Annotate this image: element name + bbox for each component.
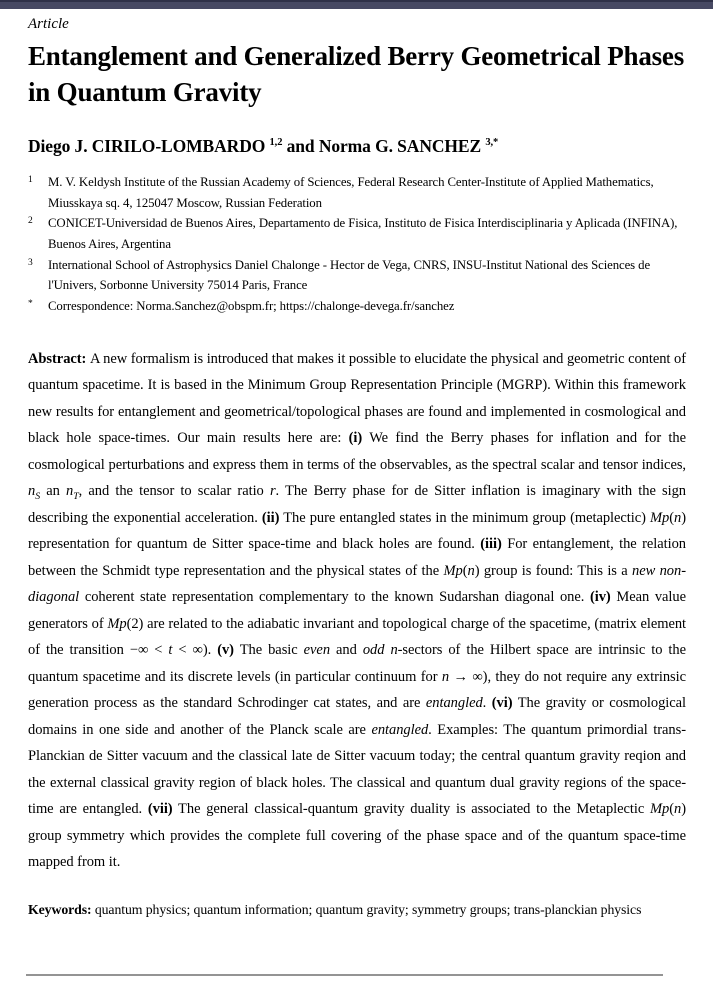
- affiliation-item-2: [28, 213, 686, 254]
- page-title: Entanglement and Generalized Berry Geometrical Phases in Quantum Gravity: [28, 41, 685, 107]
- affiliation-marker: 1: [28, 174, 33, 185]
- page-content: [28, 9, 686, 918]
- top-accent-bar: [0, 0, 713, 9]
- affiliation-text: International School of Astrophysics Daniel Chalonge - Hector de Vega, CNRS, INSU-Institut National des Sciences de l'Univers, Sorbonne University 75014 Paris, France: [48, 257, 651, 293]
- footer-divider: [26, 974, 663, 976]
- keywords-line: Keywords: quantum physics; quantum information; quantum gravity; symmetry groups; trans-planckian physics: [28, 901, 642, 917]
- correspondence-marker: *: [28, 299, 33, 310]
- article-type-label: Article: [28, 16, 69, 32]
- affiliation-text: CONICET-Universidad de Buenos Aires, Departamento de Fisica, Instituto de Fisica Interdisciplinaria y Aplicada (INFINA), Buenos Aires, Argentina: [48, 216, 678, 251]
- affiliation-marker: 3: [28, 257, 33, 268]
- affiliation-text: M. V. Keldysh Institute of the Russian Academy of Sciences, Federal Research Center-Institute of Applied Mathematics, Miusskaya sq. 4, 125047 Moscow, Russian Federation: [48, 174, 654, 210]
- authors-line: Diego J. CIRILO-LOMBARDO $^{1,2}$ and Norma G. SANCHEZ $^{3,*}$: [28, 135, 499, 156]
- correspondence-text: Correspondence: Norma.Sanchez@obspm.fr; https://chalonge-devega.fr/sanchez: [48, 299, 455, 314]
- abstract-paragraph: Abstract: A new formalism is introduced that makes it possible to elucidate the physical and geometric content of quantum spacetime. It is based in the Minimum Group Representation Principle (MGRP). Within this framework new results for entanglement and geometrical/topological phases are found and implemented in cosmological and black hole space-times. Our main results here are: (i) We find the Berry phases for inflation and for the cosmological perturbations and express them in terms of the observables, as the spectral scalar and tensor indices, $n_S$ an $n_T$, and the tensor to scalar ratio r. The Berry phase for de Sitter inflation is imaginary with the sign describing the exponential acceleration. (ii) The pure entangled states in the minimum group (metaplectic) Mp(n) representation for quantum de Sitter space-time and black holes are found. (iii) For entanglement, the relation between the Schmidt type representation and the physical states of the Mp(n) group is found: This is a new non-diagonal coherent state representation complementary to the known Sudarshan diagonal one. (iv) Mean value generators of Mp(2) are related to the adiabatic invariant and topological charge of the spacetime, (matrix element of the transition −∞ < t < ∞). (v) The basic even and odd n-sectors of the Hilbert space are intrinsic to the quantum spacetime and its discrete levels (in particular continuum for n → ∞), they do not require any extrinsic generation process as the standard Schrodinger cat states, and are entangled. (vi) The gravity or cosmological domains in one side and another of the Planck scale are entangled. Examples: The quantum primordial trans-Planckian de Sitter vacuum and the classical late de Sitter vacuum today; the central quantum gravity reqion and the external classical gravity region of black holes. The classical and quantum dual gravity regions of the space-time are entangled. (vii) The general classical-quantum gravity duality is associated to the Metaplectic Mp(n) group symmetry which provides the complete full covering of the phase space and of the quantum space-time mapped from it.: [28, 350, 687, 871]
- affiliation-marker: 2: [28, 216, 33, 227]
- correspondence-item: [28, 296, 686, 317]
- affiliation-item-3: [28, 255, 686, 296]
- affiliations-list: [28, 172, 686, 317]
- affiliation-item-1: [28, 172, 686, 213]
